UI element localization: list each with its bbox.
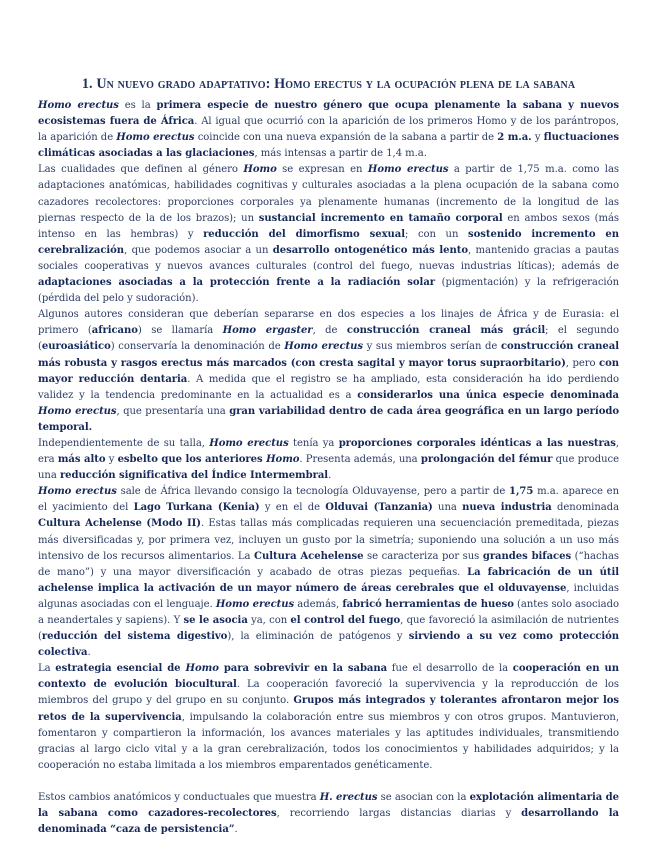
emphasis-text: cooperación en un contexto de evolución biocultural <box>38 663 619 691</box>
paragraph-7 <box>38 790 619 838</box>
paragraph-4 <box>38 436 619 484</box>
emphasis-text: Homo erectus <box>367 164 449 176</box>
emphasis-text: Homo erectus <box>284 341 363 353</box>
emphasis-text: Homo <box>185 663 219 675</box>
text-run: denominada <box>551 502 620 514</box>
text-run: y <box>531 132 544 144</box>
body-text <box>38 98 619 838</box>
emphasis-text: reducción del dimorfismo sexual <box>203 228 405 240</box>
text-run: , más intensas a partir de 1,4 m.a. <box>254 148 427 160</box>
emphasis-text: H. erectus <box>319 791 378 803</box>
text-run: . Presenta además, una <box>299 454 421 466</box>
emphasis-text: Homo <box>243 164 277 176</box>
text-run: , que podemos asociar a un <box>124 244 273 256</box>
emphasis-text: 2 m.a. <box>497 132 532 144</box>
text-run: (“hachas de mano”) y una mayor diversificación y acabado de otras piezas pequeñas. <box>38 550 619 578</box>
text-run: ), la eliminación de patógenos y <box>227 631 409 643</box>
text-run: . <box>87 647 91 659</box>
text-run: Algunos autores consideran que deberían separarse en dos especies a los linajes de África y de Eurasia: el primero ( <box>38 309 619 337</box>
emphasis-text: Lago Turkana (Kenia) <box>133 502 260 514</box>
text-run: a partir de 1,75 m.a. como las adaptaciones anatómicas, habilidades cognitivas y culturales asociadas a la plena ocupación de la sabana como cazadores recolectores: proporciones corporales ya plenamente humanas (incremento de la longitud de las piernas respecto de la de los brazos); un <box>38 164 619 224</box>
emphasis-text: sustancial incremento en tamaño corporal <box>258 212 503 224</box>
emphasis-text: fabricó herramientas de hueso <box>342 598 514 610</box>
text-run: , pero <box>565 357 600 369</box>
paragraph-5 <box>38 484 619 661</box>
emphasis-text: reducción significativa del Índice Intermembral <box>59 470 329 482</box>
text-run: . La cooperación favoreció la supervivencia y la reproducción de los miembros del grupo y del grupo en su conjunto. <box>38 679 619 707</box>
text-run: Las cualidades que definen al género <box>38 164 244 176</box>
emphasis-text: construcción craneal más robusta y rasgos erectus más marcados (con cresta sagital y mayor torus supraorbitario) <box>38 341 619 369</box>
emphasis-text: construcción craneal más grácil <box>346 325 546 337</box>
emphasis-text: La fabricación de un útil achelense implica la activación de un mayor número de áreas cerebrales que el olduvayense <box>38 566 619 594</box>
text-run: . A medida que el registro se ha ampliado, esta consideración ha ido perdiendo validez y la tendencia predominante en la actualidad es a <box>38 373 619 401</box>
text-run: . Al igual que ocurrió con la aparición de los primeros Homo y de los parántropos, la aparición de <box>38 116 619 144</box>
text-run: , de <box>312 325 347 337</box>
emphasis-text: sostenido incremento en cerebralización <box>38 228 620 256</box>
emphasis-text: más alto <box>57 454 106 466</box>
text-run: , era <box>38 437 619 466</box>
text-run: (antes solo asociado a neandertales y sapiens). Y <box>38 598 620 626</box>
emphasis-text: el control del fuego <box>290 615 401 626</box>
emphasis-text: esbelto que los anteriores <box>117 454 267 466</box>
emphasis-text: reducción del sistema digestivo <box>41 631 228 643</box>
text-run: se asocian con la <box>377 791 470 803</box>
emphasis-text: para sobrevivir en la sabana <box>218 663 388 675</box>
paragraph-3 <box>38 307 619 436</box>
emphasis-text: euroasiático <box>41 341 111 353</box>
text-run: y <box>105 454 118 466</box>
text-run: es la <box>118 100 157 111</box>
text-run: , incluidas algunas asociadas con el lenguaje. <box>38 582 619 610</box>
emphasis-text: Homo erectus <box>38 100 119 111</box>
text-run: se expresan en <box>276 164 368 176</box>
emphasis-text: desarrollo ontogenético más lento <box>272 244 468 256</box>
text-run: ya, con <box>247 615 291 626</box>
text-run: sale de África llevando consigo la tecnología Olduvayense, pero a partir de <box>116 486 510 498</box>
paragraph-6 <box>38 661 619 774</box>
text-run: . Estas tallas más complicadas requieren una secuenciación premeditada, piezas más diversificadas y, por primera vez, incluyen un gusto por la simetría; suponiendo una solución a un uso más intensivo de los recursos alimentarios. La <box>38 518 619 562</box>
text-run: en ambos sexos (más intenso en las hembras) y <box>38 212 619 240</box>
emphasis-text: proporciones corporales idénticas a las nuestras <box>338 437 616 449</box>
text-run: ) se llamaría <box>137 325 223 337</box>
emphasis-text: desarrollando la denominada “caza de persistencia” <box>38 808 620 836</box>
emphasis-text: Homo erectus <box>116 132 195 144</box>
emphasis-text: nueva industria <box>462 502 552 514</box>
emphasis-text: estrategia esencial de <box>55 663 186 675</box>
text-run: ; con un <box>405 228 469 240</box>
emphasis-text: africano <box>91 325 138 337</box>
text-run: coincide con una nueva expansión de la sabana a partir de <box>194 132 498 144</box>
text-run: además, <box>294 598 343 610</box>
text-run: , que favoreció la asimilación de nutrientes ( <box>38 615 619 643</box>
emphasis-text: gran variabilidad dentro de cada área geográfica en un largo período temporal. <box>38 405 619 433</box>
emphasis-text: explotación alimentaria de la sabana como cazadores-recolectores <box>38 791 619 820</box>
text-run: , mantenido gracias a pautas sociales cooperativas y nuevos avances culturales (control del fuego, nuevas industrias líticas); además de <box>38 244 619 272</box>
text-run: . <box>328 470 332 482</box>
emphasis-text: primera especie de nuestro género que ocupa plenamente la sabana y nuevos ecosistemas fuera de África <box>38 100 619 128</box>
emphasis-text: Homo erectus <box>209 437 289 449</box>
paragraph-1 <box>38 98 619 162</box>
emphasis-text: con mayor reducción dentaria <box>38 357 619 385</box>
emphasis-text: Homo erectus <box>38 405 117 417</box>
text-run: y en el de <box>259 502 326 514</box>
text-run: que produce una <box>38 454 619 482</box>
emphasis-text: Cultura Acehelense <box>254 550 364 562</box>
text-run: , impulsando la colaboración entre sus miembros y con otros grupos. Mantuvieron, fomentaron y compartieron la información, los avances materiales y las aptitudes individuales, transmitiendo gracias al largo ciclo vital y a la gran cerebralización, todos los conocimientos y habilidades adquiridos; y la cooperación no estaba limitada a los miembros emparentados genéticamente. <box>38 711 619 771</box>
emphasis-text: Olduvai (Tanzania) <box>325 502 433 514</box>
emphasis-text: fluctuaciones climáticas asociadas a las glaciaciones <box>38 132 619 160</box>
text-run: una <box>432 502 463 514</box>
emphasis-text: adaptaciones asociadas a la protección frente a la radiación solar <box>38 277 436 289</box>
emphasis-text: sirviendo a su vez como protección colectiva <box>38 631 620 659</box>
text-run: tenía ya <box>288 437 339 449</box>
emphasis-text: Homo erectus <box>215 598 295 610</box>
emphasis-text: Grupos más integrados y tolerantes afrontaron mejor los retos de la supervivencia <box>38 695 619 723</box>
text-run: (pigmentación) y la refrigeración (pérdida del pelo y sudoración). <box>38 277 619 305</box>
emphasis-text: Homo ergaster <box>222 325 313 337</box>
text-run: , que presentaría una <box>116 405 230 417</box>
paragraph-2 <box>38 162 619 307</box>
text-run: se caracteriza por sus <box>363 550 483 562</box>
text-run: , recorriendo largas distancias diarias y <box>276 808 522 820</box>
emphasis-text: considerarlos una única especie denominada <box>357 389 619 401</box>
text-run: ; el segundo ( <box>38 325 620 353</box>
emphasis-text: Homo erectus <box>38 486 117 498</box>
section-heading: 1. Un nuevo grado adaptativo: Homo erectus y la ocupación plena de la sabana <box>81 76 576 92</box>
text-run: . <box>234 824 238 836</box>
text-run: Independientemente de su talla, <box>38 437 210 449</box>
emphasis-text: 1,75 <box>509 486 534 498</box>
emphasis-text: se le asocia <box>183 615 248 626</box>
emphasis-text: grandes bifaces <box>482 550 572 562</box>
text-run: ) conservaría la denominación de <box>110 341 285 353</box>
emphasis-text: Homo <box>266 454 300 466</box>
text-run: Estos cambios anatómicos y conductuales que muestra <box>38 791 320 803</box>
text-run: La <box>38 663 56 675</box>
text-run: m.a. aparece en el yacimiento del <box>38 486 619 514</box>
text-run: y sus miembros serían de <box>363 341 501 353</box>
emphasis-text: Cultura Achelense (Modo II) <box>38 518 201 530</box>
text-run: fue el desarrollo de la <box>387 663 513 675</box>
emphasis-text: prolongación del fémur <box>420 454 553 466</box>
